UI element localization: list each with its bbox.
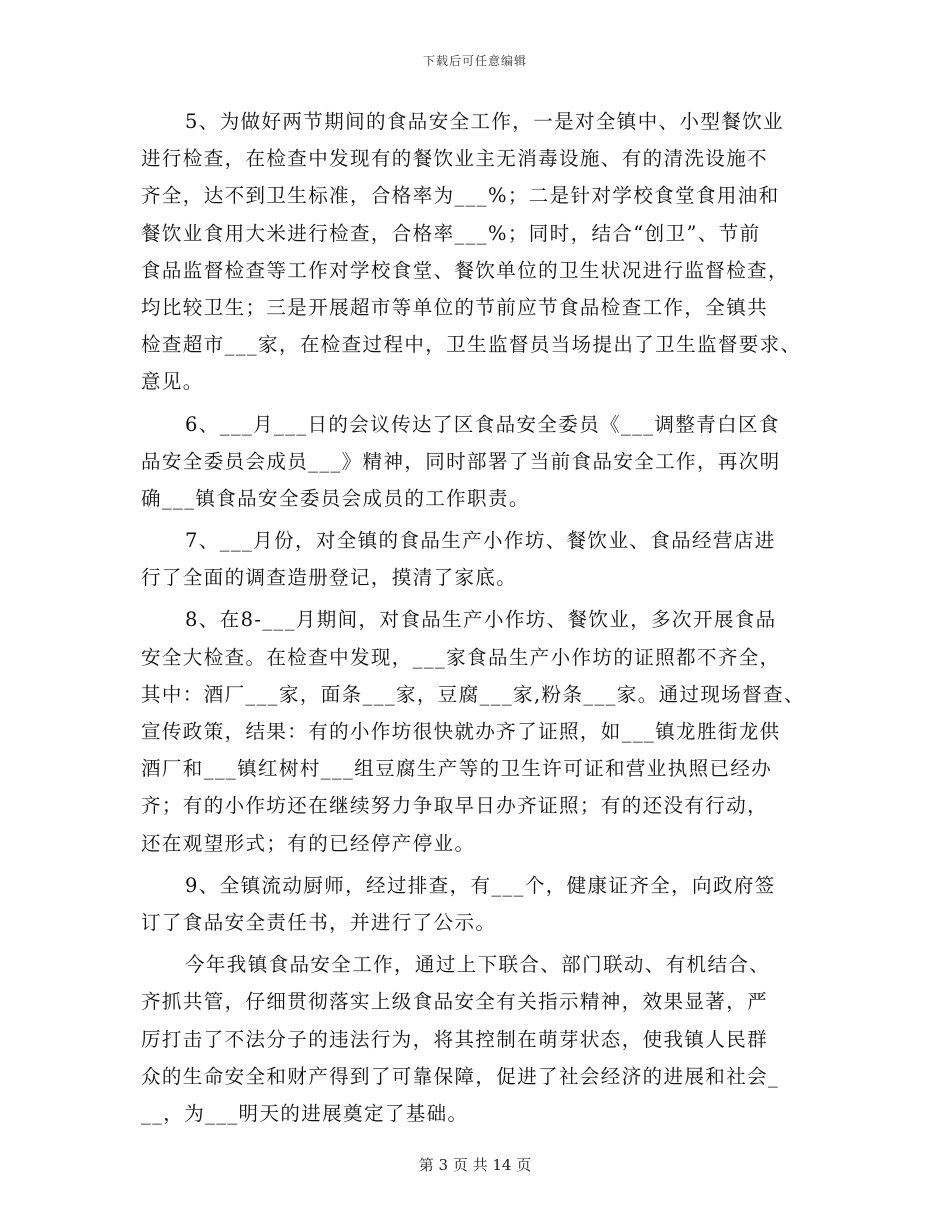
text-line: 意见。 — [141, 370, 204, 394]
text-line: 确___镇食品安全委员会成员的工作职责。 — [141, 486, 530, 510]
text-line: 均比较卫生；三是开展超市等单位的节前应节食品检查工作，全镇共 — [141, 295, 769, 319]
text-line: 5、为做好两节期间的食品安全工作，一是对全镇中、小型餐饮业 — [185, 110, 785, 133]
paragraph-9 — [141, 867, 813, 941]
text-line: 8、在8-___月期间，对食品生产小作坊、餐饮业，多次开展食品 — [185, 608, 777, 632]
paragraph-7 — [141, 522, 813, 596]
text-line: 订了食品安全责任书，并进行了公示。 — [141, 910, 497, 934]
paragraph-8 — [141, 601, 813, 861]
text-line: 检查超市___家，在检查过程中，卫生监督员当场提出了卫生监督要求、 — [141, 333, 802, 357]
text-line: 安全大检查。在检查中发现，___家食品生产小作坊的证照都不齐全， — [141, 645, 781, 669]
text-line: 齐抓共管，仔细贯彻落实上级食品安全有关指示精神，效果显著，严 — [141, 990, 769, 1014]
text-line: 品安全委员会成员___》精神，同时部署了当前食品安全工作，再次明 — [141, 449, 781, 473]
text-line: 9、全镇流动厨师，经过排查，有___个，健康证齐全，向政府签 — [185, 873, 776, 897]
text-line: 酒厂和___镇红树村___组豆腐生产等的卫生许可证和营业执照已经办 — [141, 757, 773, 781]
text-line: 6、___月___日的会议传达了区食品安全委员《___调整青白区食 — [185, 412, 780, 436]
text-line: 还在观望形式；有的已经停产停业。 — [141, 831, 476, 855]
text-line: 齐；有的小作坊还在继续努力争取早日办齐证照；有的还没有行动， — [141, 794, 769, 818]
text-line: 宣传政策，结果：有的小作坊很快就办齐了证照，如___镇龙胜街龙供 — [141, 720, 781, 743]
text-line: 餐饮业食用大米进行检查，合格率___%；同时，结合“创卫”、节前 — [141, 221, 761, 245]
paragraph-6 — [141, 406, 813, 518]
text-line: 行了全面的调查造册登记，摸清了家底。 — [141, 566, 518, 590]
text-line: 齐全，达不到卫生标准，合格率为___%；二是针对学校食堂食用油和 — [141, 184, 780, 208]
text-line: 其中：酒厂___家，面条___家，豆腐___家,粉条___家。通过现场督查、 — [141, 682, 805, 706]
paragraph-5 — [141, 103, 813, 401]
document-body — [141, 103, 813, 1132]
text-line: 今年我镇食品安全工作，通过上下联合、部门联动、有机结合、 — [185, 953, 771, 977]
text-line: __，为___明天的进展奠定了基础。 — [141, 1101, 469, 1125]
text-line: 7、___月份，对全镇的食品生产小作坊、餐饮业、食品经营店进 — [185, 529, 776, 553]
text-line: 食品监督检查等工作对学校食堂、餐饮单位的卫生状况进行监督检查， — [141, 258, 789, 282]
page-number-footer: 第 3 页 共 14 页 — [418, 1156, 532, 1174]
paragraph-summary — [141, 946, 813, 1132]
text-line: 进行检查，在检查中发现有的餐饮业主无消毒设施、有的清洗设施不 — [141, 147, 769, 171]
page-header-note: 下载后可任意编辑 — [422, 54, 527, 68]
text-line: 众的生命安全和财产得到了可靠保障，促进了社会经济的进展和社会_ — [141, 1064, 780, 1088]
text-line: 厉打击了不法分子的违法行为，将其控制在萌芽状态，使我镇人民群 — [141, 1027, 769, 1051]
